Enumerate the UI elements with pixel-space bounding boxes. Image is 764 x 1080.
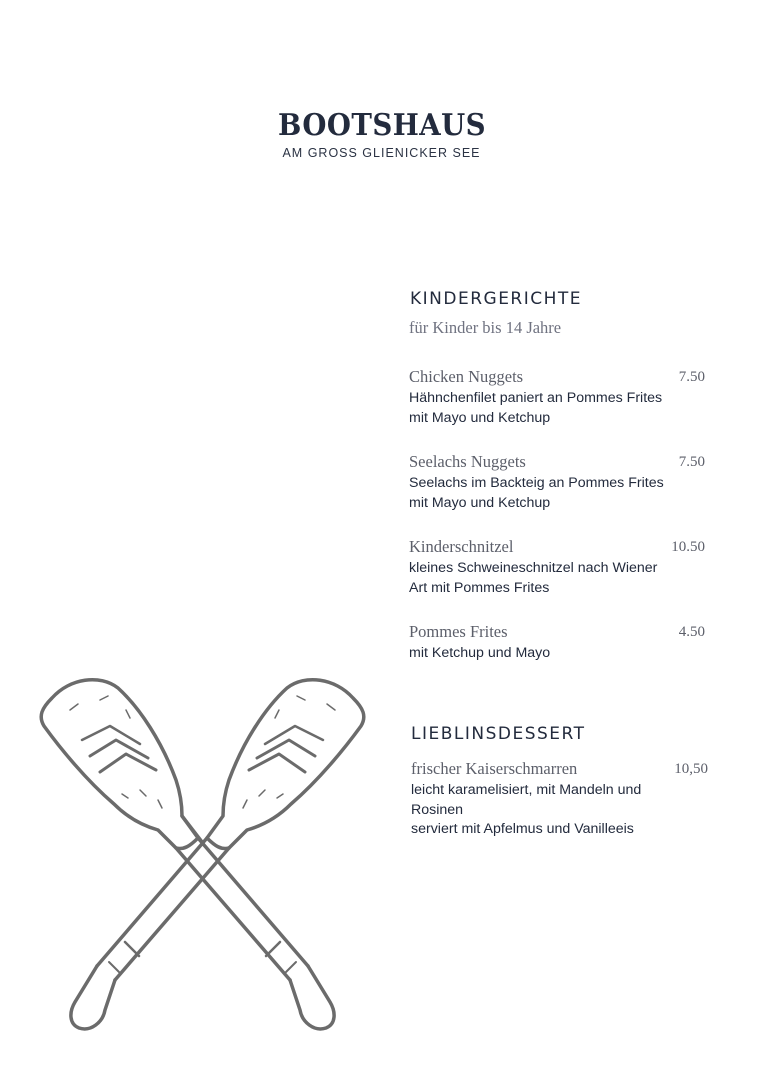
menu-item [409,622,705,664]
item-name: Pommes Frites [409,622,508,641]
item-price: 7.50 [678,369,705,385]
section-title-dessert: LIEBLINSDESSERT [411,724,586,744]
item-price: 10.50 [671,539,705,555]
menu-item [409,452,705,513]
item-description: serviert mit Apfelmus und Vanilleeis [411,821,634,837]
crossed-paddles-icon [30,670,375,1045]
brand-title: BOOTSHAUS [277,108,487,143]
item-description: Hähnchenfilet paniert an Pommes Frites [409,390,663,406]
section-title-kids: KINDERGERICHTE [410,289,583,309]
item-name: Seelachs Nuggets [409,452,526,471]
item-description: Art mit Pommes Frites [409,579,550,596]
item-price: 4.50 [678,624,705,640]
left-paddle-icon [41,680,334,1029]
item-name: Kinderschnitzel [409,537,514,556]
item-name: frischer Kaiserschmarren [411,759,578,778]
item-name: Chicken Nuggets [409,367,524,386]
item-description: Seelachs im Backteig an Pommes Frites [409,475,664,491]
item-description: kleines Schweineschnitzel nach Wiener [409,560,658,576]
item-description: leicht karamelisiert, mit Mandeln und [411,782,642,798]
section-subtitle-kids: für Kinder bis 14 Jahre [409,318,562,337]
item-description: mit Mayo und Ketchup [409,409,551,426]
item-price: 7.50 [678,454,705,470]
menu-item [409,537,705,598]
item-description: mit Ketchup und Mayo [409,645,551,661]
brand-subtitle: AM GROSS GLIENICKER SEE [282,146,481,160]
menu-item [411,759,708,840]
item-price: 10,50 [674,761,708,777]
item-description: Rosinen [411,801,464,818]
header [0,108,764,160]
menu-item [409,367,705,428]
right-paddle-icon [71,680,364,1029]
item-description: mit Mayo und Ketchup [409,494,551,511]
